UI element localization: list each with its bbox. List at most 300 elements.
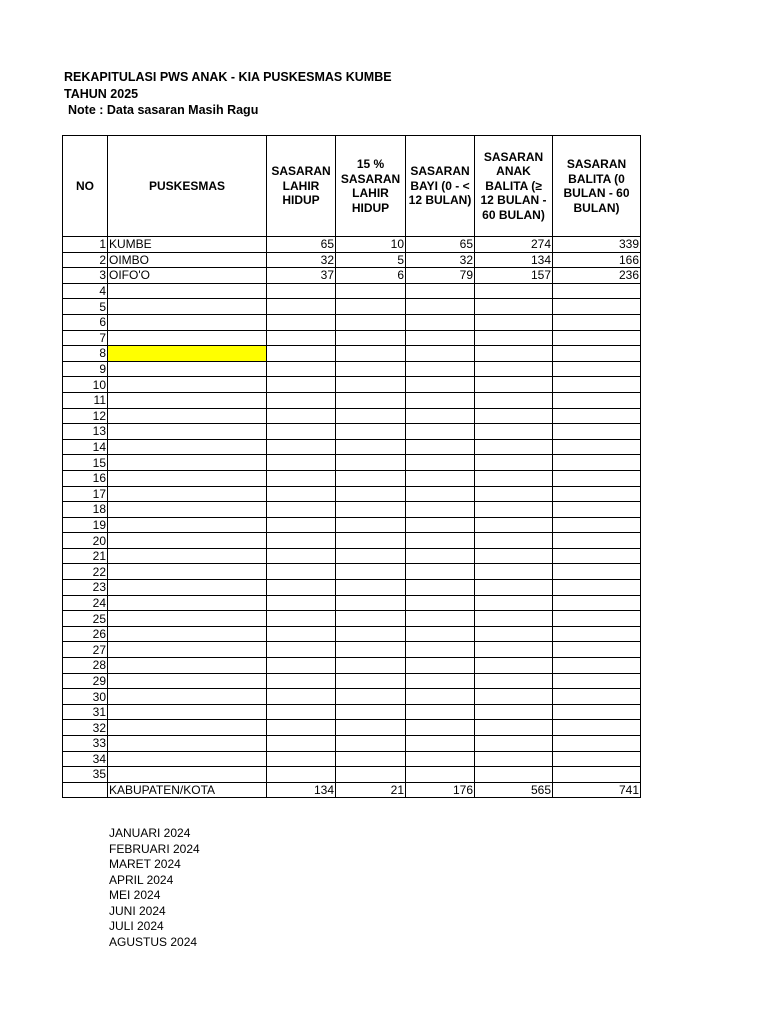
cell-sasaran-anak-balita[interactable] — [475, 408, 553, 424]
cell-sasaran-bayi[interactable] — [406, 283, 475, 299]
cell-sasaran-bayi[interactable] — [406, 673, 475, 689]
table-row — [63, 673, 641, 689]
cell-15-persen[interactable]: 6 — [336, 268, 406, 284]
month-item: MARET 2024 — [109, 857, 181, 871]
cell-puskesmas[interactable] — [108, 736, 267, 752]
cell-no[interactable]: 15 — [63, 455, 108, 471]
total-cell-15-persen[interactable]: 21 — [336, 782, 406, 798]
cell-puskesmas[interactable] — [108, 486, 267, 502]
table-row — [63, 330, 641, 346]
cell-puskesmas[interactable] — [108, 658, 267, 674]
month-item: APRIL 2024 — [109, 872, 174, 887]
cell-sasaran-lahir-hidup[interactable] — [267, 377, 336, 393]
cell-sasaran-bayi[interactable]: 65 — [406, 237, 475, 253]
cell-sasaran-anak-balita[interactable] — [475, 767, 553, 783]
table-row — [63, 361, 641, 377]
cell-sasaran-bayi[interactable] — [406, 580, 475, 596]
cell-sasaran-lahir-hidup[interactable] — [267, 595, 336, 611]
cell-sasaran-bayi[interactable] — [406, 455, 475, 471]
cell-sasaran-balita[interactable] — [553, 299, 641, 315]
cell-sasaran-anak-balita[interactable]: 157 — [475, 268, 553, 284]
table-row — [63, 392, 641, 408]
cell-puskesmas[interactable]: OIMBO — [108, 252, 267, 268]
table-row — [63, 299, 641, 315]
cell-sasaran-balita[interactable] — [553, 314, 641, 330]
table-row — [63, 580, 641, 596]
cell-no[interactable]: 5 — [63, 299, 108, 315]
cell-sasaran-bayi[interactable] — [406, 392, 475, 408]
cell-15-persen[interactable] — [336, 704, 406, 720]
cell-sasaran-balita[interactable]: 166 — [553, 252, 641, 268]
cell-puskesmas[interactable] — [108, 564, 267, 580]
cell-sasaran-balita[interactable] — [553, 580, 641, 596]
cell-no[interactable]: 8 — [63, 346, 108, 362]
table-row — [63, 268, 641, 284]
cell-sasaran-anak-balita[interactable] — [475, 595, 553, 611]
cell-sasaran-bayi[interactable] — [406, 658, 475, 674]
cell-sasaran-balita[interactable] — [553, 533, 641, 549]
cell-sasaran-lahir-hidup[interactable] — [267, 548, 336, 564]
cell-sasaran-bayi[interactable]: 32 — [406, 252, 475, 268]
cell-sasaran-bayi[interactable] — [406, 626, 475, 642]
cell-15-persen[interactable] — [336, 720, 406, 736]
cell-15-persen[interactable] — [336, 439, 406, 455]
cell-15-persen[interactable] — [336, 580, 406, 596]
cell-15-persen[interactable] — [336, 626, 406, 642]
cell-sasaran-lahir-hidup[interactable] — [267, 455, 336, 471]
table-row — [63, 517, 641, 533]
cell-no[interactable]: 25 — [63, 611, 108, 627]
cell-puskesmas[interactable]: KUMBE — [108, 237, 267, 253]
cell-sasaran-anak-balita[interactable] — [475, 330, 553, 346]
cell-sasaran-lahir-hidup[interactable] — [267, 689, 336, 705]
cell-sasaran-bayi[interactable] — [406, 470, 475, 486]
report-title: REKAPITULASI PWS ANAK - KIA PUSKESMAS KUMBE — [64, 70, 392, 84]
cell-sasaran-anak-balita[interactable] — [475, 704, 553, 720]
cell-15-persen[interactable] — [336, 595, 406, 611]
cell-15-persen[interactable] — [336, 689, 406, 705]
total-cell-sasaran-balita[interactable]: 741 — [553, 782, 641, 798]
cell-sasaran-balita[interactable] — [553, 658, 641, 674]
cell-puskesmas[interactable] — [108, 580, 267, 596]
cell-puskesmas[interactable] — [108, 392, 267, 408]
cell-sasaran-anak-balita[interactable] — [475, 751, 553, 767]
cell-15-persen[interactable] — [336, 424, 406, 440]
table-body — [63, 237, 641, 798]
cell-sasaran-balita[interactable] — [553, 517, 641, 533]
cell-sasaran-balita[interactable] — [553, 673, 641, 689]
cell-sasaran-anak-balita[interactable] — [475, 486, 553, 502]
cell-sasaran-anak-balita[interactable] — [475, 439, 553, 455]
col-header-no: NO — [63, 136, 108, 237]
cell-sasaran-bayi[interactable] — [406, 611, 475, 627]
cell-sasaran-lahir-hidup[interactable] — [267, 673, 336, 689]
cell-sasaran-balita[interactable] — [553, 626, 641, 642]
cell-sasaran-anak-balita[interactable] — [475, 533, 553, 549]
cell-sasaran-balita[interactable] — [553, 642, 641, 658]
cell-sasaran-bayi[interactable] — [406, 424, 475, 440]
cell-sasaran-anak-balita[interactable] — [475, 455, 553, 471]
cell-puskesmas[interactable] — [108, 299, 267, 315]
cell-puskesmas[interactable] — [108, 533, 267, 549]
cell-sasaran-lahir-hidup[interactable] — [267, 346, 336, 362]
cell-no[interactable]: 23 — [63, 580, 108, 596]
cell-no[interactable]: 21 — [63, 548, 108, 564]
cell-sasaran-bayi[interactable] — [406, 736, 475, 752]
cell-sasaran-lahir-hidup[interactable]: 32 — [267, 252, 336, 268]
cell-no[interactable]: 28 — [63, 658, 108, 674]
cell-puskesmas[interactable] — [108, 361, 267, 377]
cell-sasaran-balita[interactable] — [553, 689, 641, 705]
cell-sasaran-bayi[interactable] — [406, 361, 475, 377]
cell-no[interactable]: 27 — [63, 642, 108, 658]
cell-sasaran-bayi[interactable] — [406, 642, 475, 658]
cell-sasaran-lahir-hidup[interactable] — [267, 611, 336, 627]
cell-no[interactable]: 14 — [63, 439, 108, 455]
table-row — [63, 486, 641, 502]
cell-no[interactable]: 24 — [63, 595, 108, 611]
cell-puskesmas[interactable] — [108, 642, 267, 658]
cell-puskesmas[interactable]: OIFO'O — [108, 268, 267, 284]
cell-sasaran-lahir-hidup[interactable] — [267, 330, 336, 346]
cell-sasaran-anak-balita[interactable] — [475, 299, 553, 315]
cell-no[interactable]: 18 — [63, 502, 108, 518]
cell-no[interactable]: 32 — [63, 720, 108, 736]
cell-15-persen[interactable] — [336, 502, 406, 518]
table-row — [63, 611, 641, 627]
cell-no[interactable]: 10 — [63, 377, 108, 393]
cell-sasaran-balita[interactable] — [553, 548, 641, 564]
cell-puskesmas[interactable] — [108, 424, 267, 440]
table-row — [63, 720, 641, 736]
table-row — [63, 455, 641, 471]
cell-sasaran-balita[interactable] — [553, 346, 641, 362]
cell-puskesmas[interactable] — [108, 689, 267, 705]
cell-15-persen[interactable] — [336, 611, 406, 627]
cell-no[interactable]: 13 — [63, 424, 108, 440]
cell-sasaran-bayi[interactable] — [406, 439, 475, 455]
cell-15-persen[interactable] — [336, 486, 406, 502]
cell-puskesmas[interactable] — [108, 502, 267, 518]
cell-puskesmas[interactable] — [108, 611, 267, 627]
cell-sasaran-lahir-hidup[interactable] — [267, 424, 336, 440]
cell-puskesmas[interactable] — [108, 767, 267, 783]
cell-15-persen[interactable] — [336, 470, 406, 486]
cell-15-persen[interactable] — [336, 736, 406, 752]
cell-sasaran-balita[interactable]: 339 — [553, 237, 641, 253]
cell-sasaran-anak-balita[interactable] — [475, 424, 553, 440]
cell-15-persen[interactable] — [336, 346, 406, 362]
cell-sasaran-lahir-hidup[interactable] — [267, 408, 336, 424]
cell-sasaran-anak-balita[interactable] — [475, 580, 553, 596]
cell-sasaran-lahir-hidup[interactable] — [267, 361, 336, 377]
table-row — [63, 424, 641, 440]
col-header-sasaran-bayi: SASARAN BAYI (0 - < 12 BULAN) — [406, 136, 475, 237]
cell-sasaran-balita[interactable] — [553, 720, 641, 736]
cell-sasaran-bayi[interactable] — [406, 377, 475, 393]
cell-15-persen[interactable]: 5 — [336, 252, 406, 268]
cell-sasaran-lahir-hidup[interactable]: 65 — [267, 237, 336, 253]
cell-sasaran-lahir-hidup[interactable] — [267, 580, 336, 596]
cell-15-persen[interactable] — [336, 517, 406, 533]
cell-sasaran-anak-balita[interactable] — [475, 517, 553, 533]
cell-no[interactable]: 30 — [63, 689, 108, 705]
table-row — [63, 533, 641, 549]
cell-sasaran-bayi[interactable] — [406, 720, 475, 736]
cell-no[interactable]: 26 — [63, 626, 108, 642]
cell-puskesmas[interactable] — [108, 330, 267, 346]
table-row — [63, 626, 641, 642]
cell-sasaran-anak-balita[interactable]: 134 — [475, 252, 553, 268]
cell-no[interactable]: 2 — [63, 252, 108, 268]
cell-sasaran-lahir-hidup[interactable] — [267, 626, 336, 642]
report-header — [64, 69, 392, 119]
cell-no[interactable]: 31 — [63, 704, 108, 720]
cell-sasaran-balita[interactable] — [553, 455, 641, 471]
cell-sasaran-anak-balita[interactable] — [475, 283, 553, 299]
cell-sasaran-lahir-hidup[interactable] — [267, 517, 336, 533]
cell-15-persen[interactable] — [336, 408, 406, 424]
month-item: MEI 2024 — [109, 888, 161, 902]
cell-sasaran-lahir-hidup[interactable] — [267, 533, 336, 549]
cell-sasaran-balita[interactable] — [553, 595, 641, 611]
cell-sasaran-anak-balita[interactable] — [475, 658, 553, 674]
cell-sasaran-balita[interactable]: 236 — [553, 268, 641, 284]
cell-sasaran-bayi[interactable] — [406, 751, 475, 767]
cell-sasaran-lahir-hidup[interactable] — [267, 767, 336, 783]
cell-puskesmas[interactable] — [108, 548, 267, 564]
cell-15-persen[interactable] — [336, 673, 406, 689]
cell-sasaran-bayi[interactable] — [406, 314, 475, 330]
cell-sasaran-bayi[interactable] — [406, 346, 475, 362]
cell-puskesmas[interactable] — [108, 751, 267, 767]
cell-sasaran-anak-balita[interactable] — [475, 626, 553, 642]
cell-sasaran-anak-balita[interactable] — [475, 346, 553, 362]
cell-sasaran-bayi[interactable] — [406, 533, 475, 549]
cell-sasaran-lahir-hidup[interactable] — [267, 751, 336, 767]
cell-15-persen[interactable] — [336, 361, 406, 377]
cell-15-persen[interactable] — [336, 392, 406, 408]
total-cell-puskesmas[interactable]: KABUPATEN/KOTA — [108, 782, 267, 798]
table-row — [63, 470, 641, 486]
cell-15-persen[interactable] — [336, 564, 406, 580]
cell-sasaran-balita[interactable] — [553, 361, 641, 377]
cell-sasaran-balita[interactable] — [553, 767, 641, 783]
cell-15-persen[interactable]: 10 — [336, 237, 406, 253]
cell-no[interactable]: 20 — [63, 533, 108, 549]
cell-sasaran-balita[interactable] — [553, 486, 641, 502]
cell-15-persen[interactable] — [336, 314, 406, 330]
cell-puskesmas[interactable] — [108, 408, 267, 424]
month-item: JUNI 2024 — [109, 903, 166, 918]
table-row — [63, 548, 641, 564]
cell-sasaran-balita[interactable] — [553, 751, 641, 767]
cell-sasaran-balita[interactable] — [553, 408, 641, 424]
cell-puskesmas[interactable] — [108, 470, 267, 486]
cell-puskesmas[interactable] — [108, 439, 267, 455]
cell-sasaran-anak-balita[interactable] — [475, 720, 553, 736]
month-item: JANUARI 2024 — [109, 826, 191, 840]
total-cell-sasaran-bayi[interactable]: 176 — [406, 782, 475, 798]
cell-no[interactable]: 19 — [63, 517, 108, 533]
cell-sasaran-lahir-hidup[interactable] — [267, 486, 336, 502]
cell-sasaran-bayi[interactable] — [406, 299, 475, 315]
cell-no[interactable]: 3 — [63, 268, 108, 284]
total-cell-no[interactable] — [63, 782, 108, 798]
cell-no[interactable]: 11 — [63, 392, 108, 408]
cell-sasaran-lahir-hidup[interactable] — [267, 439, 336, 455]
report-year: TAHUN 2025 — [64, 86, 139, 101]
cell-sasaran-anak-balita[interactable] — [475, 392, 553, 408]
cell-sasaran-anak-balita[interactable] — [475, 548, 553, 564]
table-row — [63, 658, 641, 674]
cell-sasaran-bayi[interactable] — [406, 408, 475, 424]
total-cell-sasaran-anak-balita[interactable]: 565 — [475, 782, 553, 798]
cell-puskesmas[interactable] — [108, 314, 267, 330]
table-row — [63, 314, 641, 330]
cell-sasaran-anak-balita[interactable] — [475, 470, 553, 486]
table-row — [63, 377, 641, 393]
cell-no[interactable]: 22 — [63, 564, 108, 580]
cell-puskesmas[interactable] — [108, 595, 267, 611]
cell-15-persen[interactable] — [336, 548, 406, 564]
cell-15-persen[interactable] — [336, 330, 406, 346]
table-row — [63, 767, 641, 783]
cell-no[interactable]: 9 — [63, 361, 108, 377]
cell-no[interactable]: 6 — [63, 314, 108, 330]
cell-puskesmas[interactable] — [108, 673, 267, 689]
cell-puskesmas[interactable] — [108, 720, 267, 736]
cell-puskesmas[interactable] — [108, 704, 267, 720]
cell-sasaran-bayi[interactable] — [406, 564, 475, 580]
cell-sasaran-balita[interactable] — [553, 611, 641, 627]
cell-sasaran-balita[interactable] — [553, 704, 641, 720]
cell-sasaran-bayi[interactable]: 79 — [406, 268, 475, 284]
cell-puskesmas[interactable] — [108, 455, 267, 471]
col-header-15-persen-sasaran: 15 % SASARAN LAHIR HIDUP — [336, 136, 406, 237]
cell-sasaran-lahir-hidup[interactable] — [267, 299, 336, 315]
cell-puskesmas[interactable] — [108, 626, 267, 642]
cell-sasaran-balita[interactable] — [553, 377, 641, 393]
pws-table — [62, 135, 641, 798]
col-header-sasaran-anak-balita: SASARAN ANAK BALITA (≥ 12 BULAN - 60 BULAN) — [475, 136, 553, 237]
cell-sasaran-bayi[interactable] — [406, 502, 475, 518]
table-row — [63, 283, 641, 299]
cell-sasaran-anak-balita[interactable] — [475, 689, 553, 705]
cell-sasaran-lahir-hidup[interactable] — [267, 470, 336, 486]
cell-sasaran-balita[interactable] — [553, 470, 641, 486]
cell-sasaran-bayi[interactable] — [406, 767, 475, 783]
months-list — [109, 826, 200, 950]
cell-puskesmas[interactable] — [108, 517, 267, 533]
cell-no[interactable]: 33 — [63, 736, 108, 752]
cell-sasaran-balita[interactable] — [553, 330, 641, 346]
cell-sasaran-anak-balita[interactable] — [475, 314, 553, 330]
table-row — [63, 408, 641, 424]
cell-sasaran-bayi[interactable] — [406, 486, 475, 502]
cell-sasaran-anak-balita[interactable] — [475, 502, 553, 518]
cell-puskesmas[interactable] — [108, 346, 267, 362]
cell-15-persen[interactable] — [336, 658, 406, 674]
cell-sasaran-balita[interactable] — [553, 502, 641, 518]
cell-sasaran-balita[interactable] — [553, 392, 641, 408]
cell-15-persen[interactable] — [336, 455, 406, 471]
cell-sasaran-lahir-hidup[interactable] — [267, 658, 336, 674]
total-cell-sasaran-lahir-hidup[interactable]: 134 — [267, 782, 336, 798]
cell-no[interactable]: 35 — [63, 767, 108, 783]
cell-no[interactable]: 4 — [63, 283, 108, 299]
cell-sasaran-bayi[interactable] — [406, 595, 475, 611]
table-row — [63, 252, 641, 268]
cell-sasaran-anak-balita[interactable] — [475, 673, 553, 689]
cell-no[interactable]: 1 — [63, 237, 108, 253]
cell-no[interactable]: 16 — [63, 470, 108, 486]
table-row — [63, 439, 641, 455]
month-item: JULI 2024 — [109, 919, 164, 933]
cell-sasaran-anak-balita[interactable]: 274 — [475, 237, 553, 253]
cell-sasaran-balita[interactable] — [553, 439, 641, 455]
cell-15-persen[interactable] — [336, 299, 406, 315]
cell-puskesmas[interactable] — [108, 283, 267, 299]
table-row — [63, 237, 641, 253]
cell-15-persen[interactable] — [336, 767, 406, 783]
table-row — [63, 564, 641, 580]
cell-sasaran-anak-balita[interactable] — [475, 361, 553, 377]
cell-sasaran-balita[interactable] — [553, 283, 641, 299]
cell-sasaran-balita[interactable] — [553, 564, 641, 580]
cell-sasaran-anak-balita[interactable] — [475, 377, 553, 393]
cell-sasaran-lahir-hidup[interactable] — [267, 283, 336, 299]
col-header-puskesmas: PUSKESMAS — [108, 136, 267, 237]
cell-no[interactable]: 29 — [63, 673, 108, 689]
col-header-sasaran-lahir-hidup: SASARAN LAHIR HIDUP — [267, 136, 336, 237]
cell-sasaran-lahir-hidup[interactable] — [267, 720, 336, 736]
cell-sasaran-anak-balita[interactable] — [475, 564, 553, 580]
cell-sasaran-bayi[interactable] — [406, 704, 475, 720]
cell-15-persen[interactable] — [336, 751, 406, 767]
cell-15-persen[interactable] — [336, 377, 406, 393]
cell-sasaran-anak-balita[interactable] — [475, 736, 553, 752]
cell-no[interactable]: 12 — [63, 408, 108, 424]
cell-no[interactable]: 17 — [63, 486, 108, 502]
cell-no[interactable]: 34 — [63, 751, 108, 767]
cell-sasaran-lahir-hidup[interactable] — [267, 314, 336, 330]
cell-sasaran-bayi[interactable] — [406, 330, 475, 346]
cell-sasaran-lahir-hidup[interactable] — [267, 392, 336, 408]
cell-no[interactable]: 7 — [63, 330, 108, 346]
cell-sasaran-lahir-hidup[interactable] — [267, 564, 336, 580]
table-row — [63, 704, 641, 720]
cell-15-persen[interactable] — [336, 642, 406, 658]
cell-sasaran-anak-balita[interactable] — [475, 611, 553, 627]
cell-sasaran-balita[interactable] — [553, 736, 641, 752]
cell-15-persen[interactable] — [336, 533, 406, 549]
cell-sasaran-lahir-hidup[interactable] — [267, 642, 336, 658]
cell-sasaran-lahir-hidup[interactable] — [267, 704, 336, 720]
table-row — [63, 736, 641, 752]
cell-15-persen[interactable] — [336, 283, 406, 299]
cell-sasaran-lahir-hidup[interactable]: 37 — [267, 268, 336, 284]
cell-sasaran-lahir-hidup[interactable] — [267, 502, 336, 518]
cell-sasaran-bayi[interactable] — [406, 548, 475, 564]
cell-sasaran-bayi[interactable] — [406, 689, 475, 705]
cell-puskesmas[interactable] — [108, 377, 267, 393]
cell-sasaran-bayi[interactable] — [406, 517, 475, 533]
cell-sasaran-lahir-hidup[interactable] — [267, 736, 336, 752]
cell-sasaran-anak-balita[interactable] — [475, 642, 553, 658]
table-row — [63, 642, 641, 658]
cell-sasaran-balita[interactable] — [553, 424, 641, 440]
